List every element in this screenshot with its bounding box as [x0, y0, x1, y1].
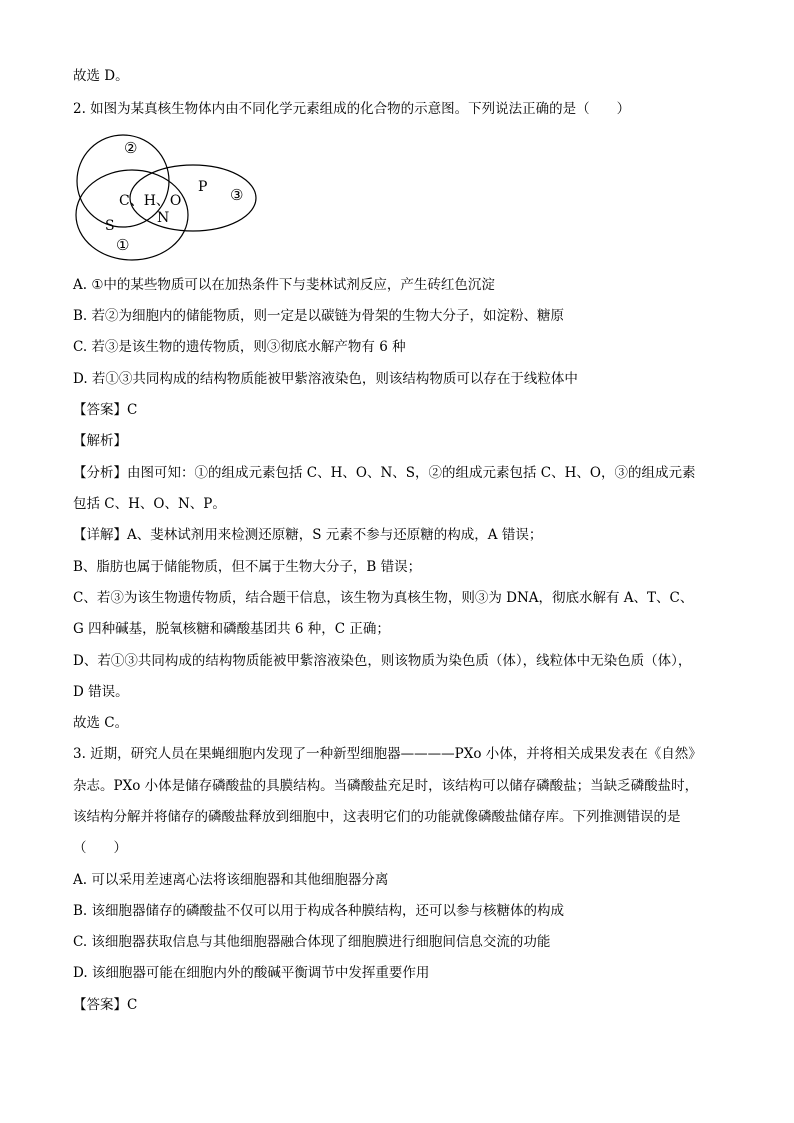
label-n: N — [157, 210, 170, 226]
q2-option-c: C. 若③是该生物的遗传物质，则③彻底水解产物有 6 种 — [73, 339, 406, 355]
q1-conclusion: 故选 D。 — [73, 68, 129, 84]
q3-stem-line: 3. 近期，研究人员在果蝇细胞内发现了一种新型细胞器————PXo 小体，并将相关成果发表在《自然》 — [73, 746, 702, 762]
q2-option-d: D. 若①③共同构成的结构物质能被甲紫溶液染色，则该结构物质可以存在于线粒体中 — [73, 371, 578, 387]
q2-analysis-line: C、若③为该生物遗传物质，结合题干信息，该生物为真核生物，则③为 DNA，彻底水解有 A、T、C、 — [73, 590, 694, 606]
q2-analysis-line: 包括 C、H、O、N、P。 — [73, 496, 226, 512]
q2-stem: 2. 如图为某真核生物体内由不同化学元素组成的化合物的示意图。下列说法正确的是（ ） — [73, 101, 631, 117]
q3-answer: 【答案】C — [73, 997, 138, 1013]
q3-option-d: D. 该细胞器可能在细胞内外的酸碱平衡调节中发挥重要作用 — [73, 965, 430, 981]
q2-analysis-line: 【详解】A、斐林试剂用来检测还原糖，S 元素不参与还原糖的构成，A 错误； — [73, 527, 543, 543]
q2-analysis-line: 【分析】由图可知：①的组成元素包括 C、H、O、N、S，②的组成元素包括 C、H、O，③的组成元素 — [73, 465, 696, 481]
q2-conclusion: 故选 C。 — [73, 715, 129, 731]
q2-option-a: A. ①中的某些物质可以在加热条件下与斐林试剂反应，产生砖红色沉淀 — [73, 277, 495, 293]
q3-option-b: B. 该细胞器储存的磷酸盐不仅可以用于构成各种膜结构，还可以参与核糖体的构成 — [73, 903, 565, 919]
q2-answer: 【答案】C — [73, 402, 138, 418]
q3-option-c: C. 该细胞器获取信息与其他细胞器融合体现了细胞膜进行细胞间信息交流的功能 — [73, 934, 551, 950]
q2-analysis-line: D 错误。 — [73, 684, 129, 700]
label-circle-2: ② — [124, 139, 138, 157]
label-p: P — [198, 179, 208, 195]
circle-2 — [77, 135, 169, 227]
q3-stem-line: 该结构分解并将储存的磷酸盐释放到细胞中，这表明它们的功能就像磷酸盐储存库。下列推测错误的是 — [73, 809, 681, 825]
label-s: S — [105, 218, 115, 234]
label-circle-1: ① — [116, 236, 130, 254]
venn-diagram — [70, 128, 265, 263]
q3-stem-line: 杂志。PXo 小体是储存磷酸盐的具膜结构。当磷酸盐充足时，该结构可以储存磷酸盐；当缺乏磷酸盐时， — [73, 778, 699, 794]
q3-stem-line: （ ） — [73, 840, 127, 856]
q3-option-a: A. 可以采用差速离心法将该细胞器和其他细胞器分离 — [73, 872, 389, 888]
q2-analysis-line: G 四种碱基，脱氧核糖和磷酸基团共 6 种，C 正确； — [73, 621, 390, 637]
q2-analysis-line: D、若①③共同构成的结构物质能被甲紫溶液染色，则该物质为染色质（体），线粒体中无染色质（体）， — [73, 653, 692, 669]
q2-analysis-title: 【解析】 — [73, 433, 127, 449]
label-center-elements: C、H、O — [119, 193, 182, 209]
q2-option-b: B. 若②为细胞内的储能物质，则一定是以碳链为骨架的生物大分子，如淀粉、糖原 — [73, 308, 565, 324]
q2-analysis-line: B、脂肪也属于储能物质，但不属于生物大分子，B 错误； — [73, 559, 422, 575]
label-circle-3: ③ — [230, 186, 244, 204]
